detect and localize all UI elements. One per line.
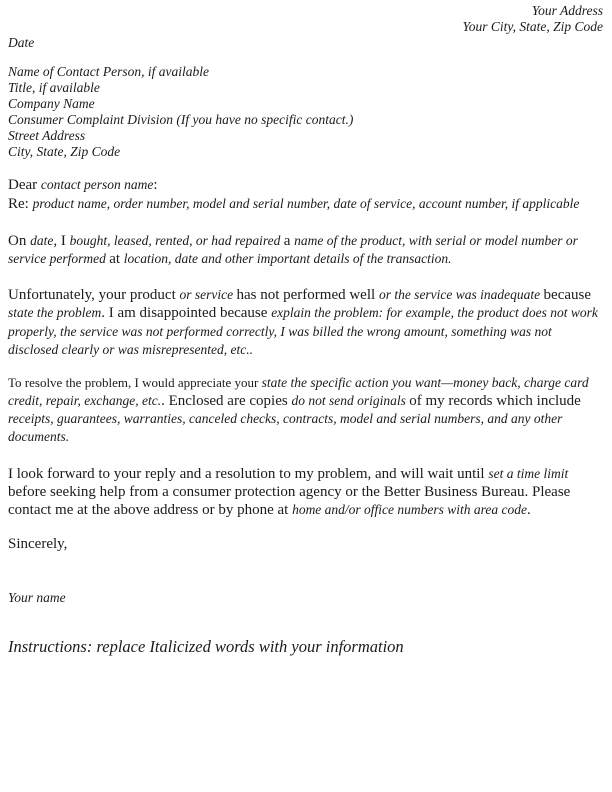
text-segment-roman: , I [53, 233, 70, 249]
address-line: Your Address [531, 3, 603, 18]
text-segment-roman: Re: [8, 195, 33, 212]
subject-line [8, 195, 603, 214]
text-segment-italic: receipts, guarantees, warranties, canceled checks, contracts, model and serial numbers, and any other documents. [8, 411, 563, 445]
paragraph-purchase-details [8, 232, 603, 268]
text-segment-roman: I look forward to your reply and a resolution to my problem, and will wait until [8, 466, 489, 483]
text-segment-italic: name of the product, with serial or model number or service performed [8, 233, 578, 266]
address-line: Your City, State, Zip Code [462, 19, 603, 34]
text-segment-roman: On [8, 233, 31, 249]
instructions-note: Instructions: replace Italicized words with your information [8, 637, 404, 657]
text-segment-italic: explain the problem: for example, the product does not work properly, the service was not performed correctly, I was billed the wrong amount, something was not disclosed clearly or was misrepresented, etc.. [8, 305, 598, 357]
text-segment-roman: . Enclosed are copies [161, 393, 292, 410]
address-line: Title, if available [8, 80, 100, 95]
recipient-address-block [8, 64, 603, 160]
text-segment-italic: state the specific action you want—money back, charge card credit, repair, exchange, etc. [8, 375, 589, 409]
address-line: Company Name [8, 96, 95, 111]
sender-address-block [8, 3, 603, 35]
text-segment-roman-small: To resolve the problem, I would appreciate your [8, 375, 262, 391]
paragraph-deadline [8, 465, 603, 519]
text-segment-roman: Unfortunately, your product [8, 287, 180, 303]
text-segment-roman: because [543, 287, 591, 303]
address-line: Consumer Complaint Division (If you have no specific contact.) [8, 112, 354, 127]
text-segment-italic: location, date and other important details of the transaction. [123, 251, 452, 266]
address-line: Street Address [8, 128, 86, 143]
text-segment-roman: Dear [8, 177, 41, 193]
date-placeholder: Date [8, 35, 35, 50]
text-segment-italic: do not send originals [291, 393, 410, 409]
text-segment-italic: bought, leased, rented, or had repaired [69, 233, 284, 248]
salutation-block [8, 176, 603, 213]
text-segment-italic: home and/or office numbers with area code [292, 502, 528, 518]
text-segment-roman: : [153, 177, 158, 193]
signature-placeholder: Your name [8, 590, 66, 606]
text-segment-italic: or the service was inadequate [378, 287, 544, 302]
text-segment-roman: before seeking help from a consumer protection agency or the Better Business Bureau. Please contact me at the above address or by phone at [8, 484, 571, 519]
text-segment-roman: at [109, 251, 124, 267]
text-segment-italic: date [30, 233, 54, 248]
text-segment-roman: of my records which include [409, 393, 581, 410]
salutation-line [8, 176, 603, 195]
text-segment-roman: . [527, 502, 531, 519]
address-line: City, State, Zip Code [8, 144, 121, 159]
closing-line: Sincerely, [8, 536, 68, 553]
text-segment-italic: or service [179, 287, 237, 302]
text-segment-roman: has not performed well [236, 287, 379, 303]
text-segment-italic: product name, order number, model and serial number, date of service, account number, if applicable [32, 195, 580, 211]
paragraph-resolution-request [8, 374, 603, 446]
text-segment-italic: set a time limit [488, 466, 569, 482]
text-segment-roman: a [283, 233, 295, 249]
paragraph-problem-statement [8, 286, 603, 359]
text-segment-italic: state the problem [8, 305, 102, 321]
text-segment-italic: contact person name [40, 177, 154, 192]
address-line: Name of Contact Person, if available [8, 64, 209, 79]
text-segment-roman: . I am disappointed because [101, 305, 272, 322]
